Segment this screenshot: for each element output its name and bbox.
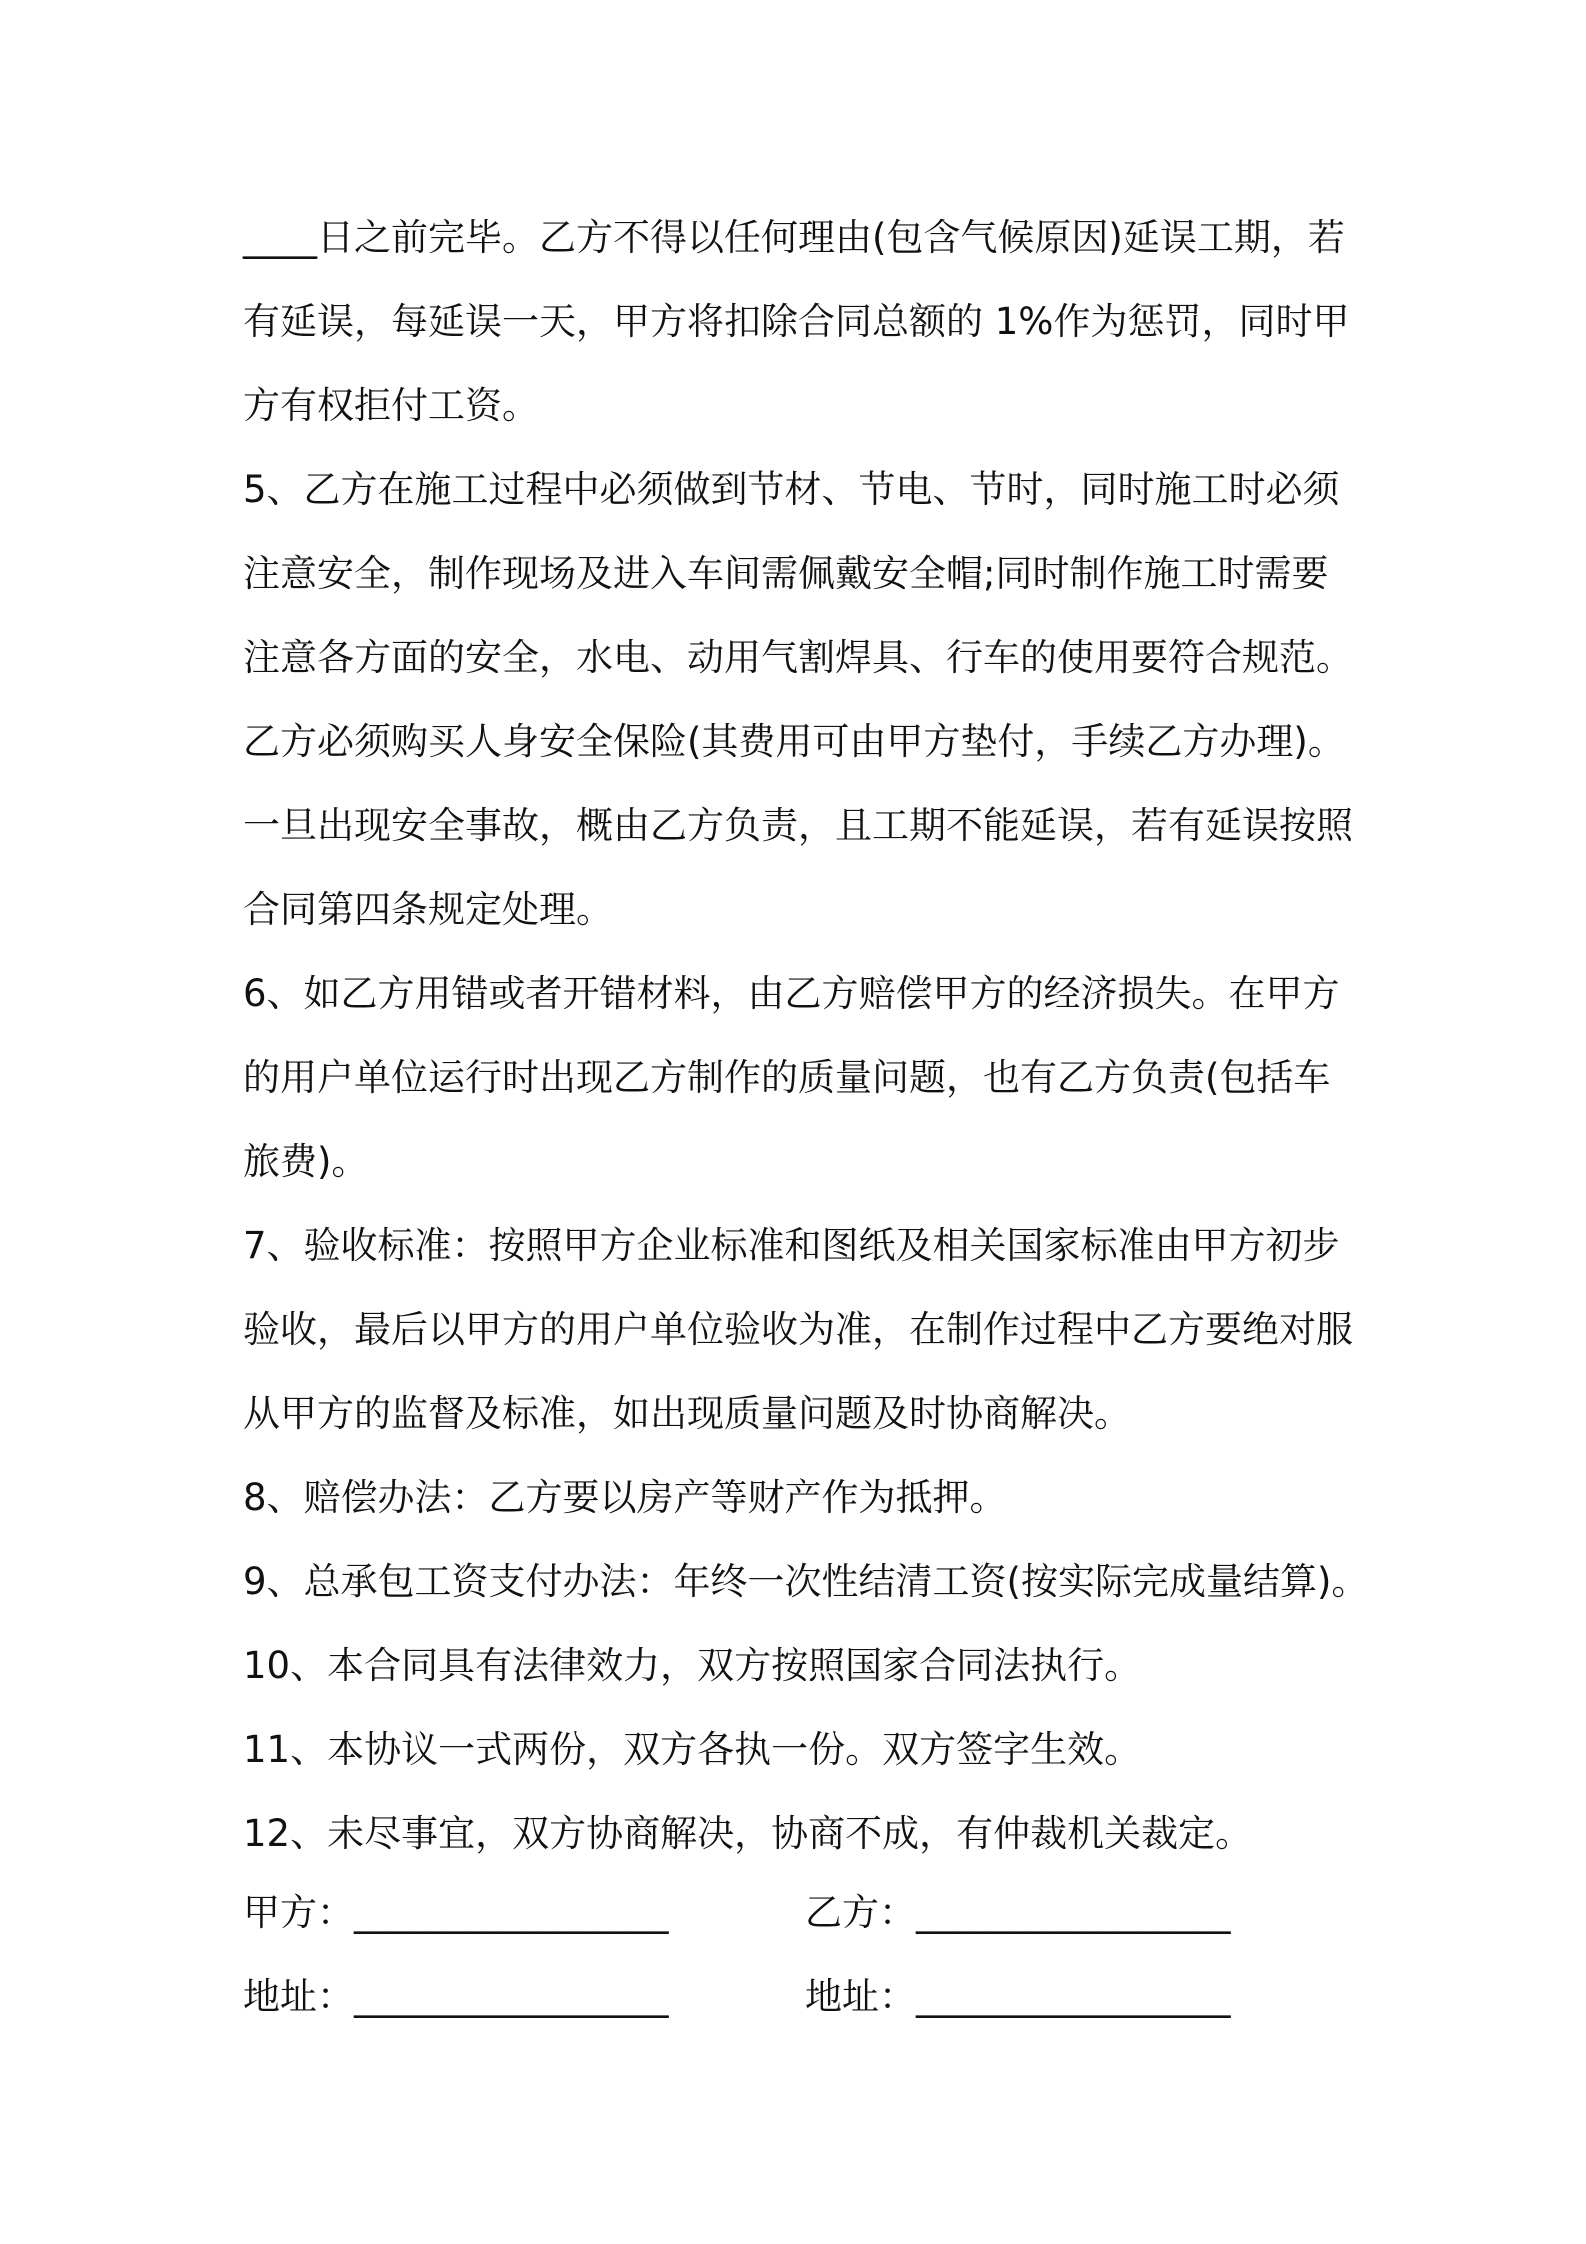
document-body <box>243 196 1369 1876</box>
text-line: 8、赔偿办法：乙方要以房产等财产作为抵押。 <box>243 1476 1007 1519</box>
text-line: 有延误，每延误一天，甲方将扣除合同总额的 1%作为惩罚，同时甲 <box>243 300 1350 343</box>
text-line: 10、本合同具有法律效力，双方按照国家合同法执行。 <box>243 1644 1142 1687</box>
party-a-address-line: 地址：_________________ <box>243 1975 669 2018</box>
party-b-signature-line: 乙方：_________________ <box>805 1891 1231 1934</box>
party-a-signature-line: 甲方：_________________ <box>243 1891 669 1934</box>
party-b-address-line: 地址：_________________ <box>805 1975 1231 2018</box>
text-line: 12、未尽事宜，双方协商解决，协商不成，有仲裁机关裁定。 <box>243 1812 1253 1855</box>
text-line: 乙方必须购买人身安全保险(其费用可由甲方垫付，手续乙方办理)。 <box>243 720 1345 763</box>
text-line: 11、本协议一式两份，双方各执一份。双方签字生效。 <box>243 1728 1142 1771</box>
text-line: 旅费)。 <box>243 1140 369 1183</box>
text-line: 一旦出现安全事故，概由乙方负责，且工期不能延误，若有延误按照 <box>243 804 1353 847</box>
signature-block <box>243 1871 1365 2039</box>
text-line: 的用户单位运行时出现乙方制作的质量问题，也有乙方负责(包括车 <box>243 1056 1331 1099</box>
text-line: 9、总承包工资支付办法：年终一次性结清工资(按实际完成量结算)。 <box>243 1560 1369 1603</box>
text-line: 验收，最后以甲方的用户单位验收为准，在制作过程中乙方要绝对服 <box>243 1308 1353 1351</box>
text-line: ____日之前完毕。乙方不得以任何理由(包含气候原因)延误工期，若 <box>243 216 1345 259</box>
text-line: 5、乙方在施工过程中必须做到节材、节电、节时，同时施工时必须 <box>243 468 1340 511</box>
signature-row-party <box>243 1871 1365 1955</box>
text-line: 从甲方的监督及标准，如出现质量问题及时协商解决。 <box>243 1392 1131 1435</box>
text-line: 注意安全，制作现场及进入车间需佩戴安全帽;同时制作施工时需要 <box>243 552 1329 595</box>
text-line: 方有权拒付工资。 <box>243 384 539 427</box>
text-line: 注意各方面的安全，水电、动用气割焊具、行车的使用要符合规范。 <box>243 636 1353 679</box>
text-line: 合同第四条规定处理。 <box>243 888 613 931</box>
signature-row-address <box>243 1955 1365 2039</box>
text-line: 7、验收标准：按照甲方企业标准和图纸及相关国家标准由甲方初步 <box>243 1224 1340 1267</box>
text-line: 6、如乙方用错或者开错材料，由乙方赔偿甲方的经济损失。在甲方 <box>243 972 1340 1015</box>
